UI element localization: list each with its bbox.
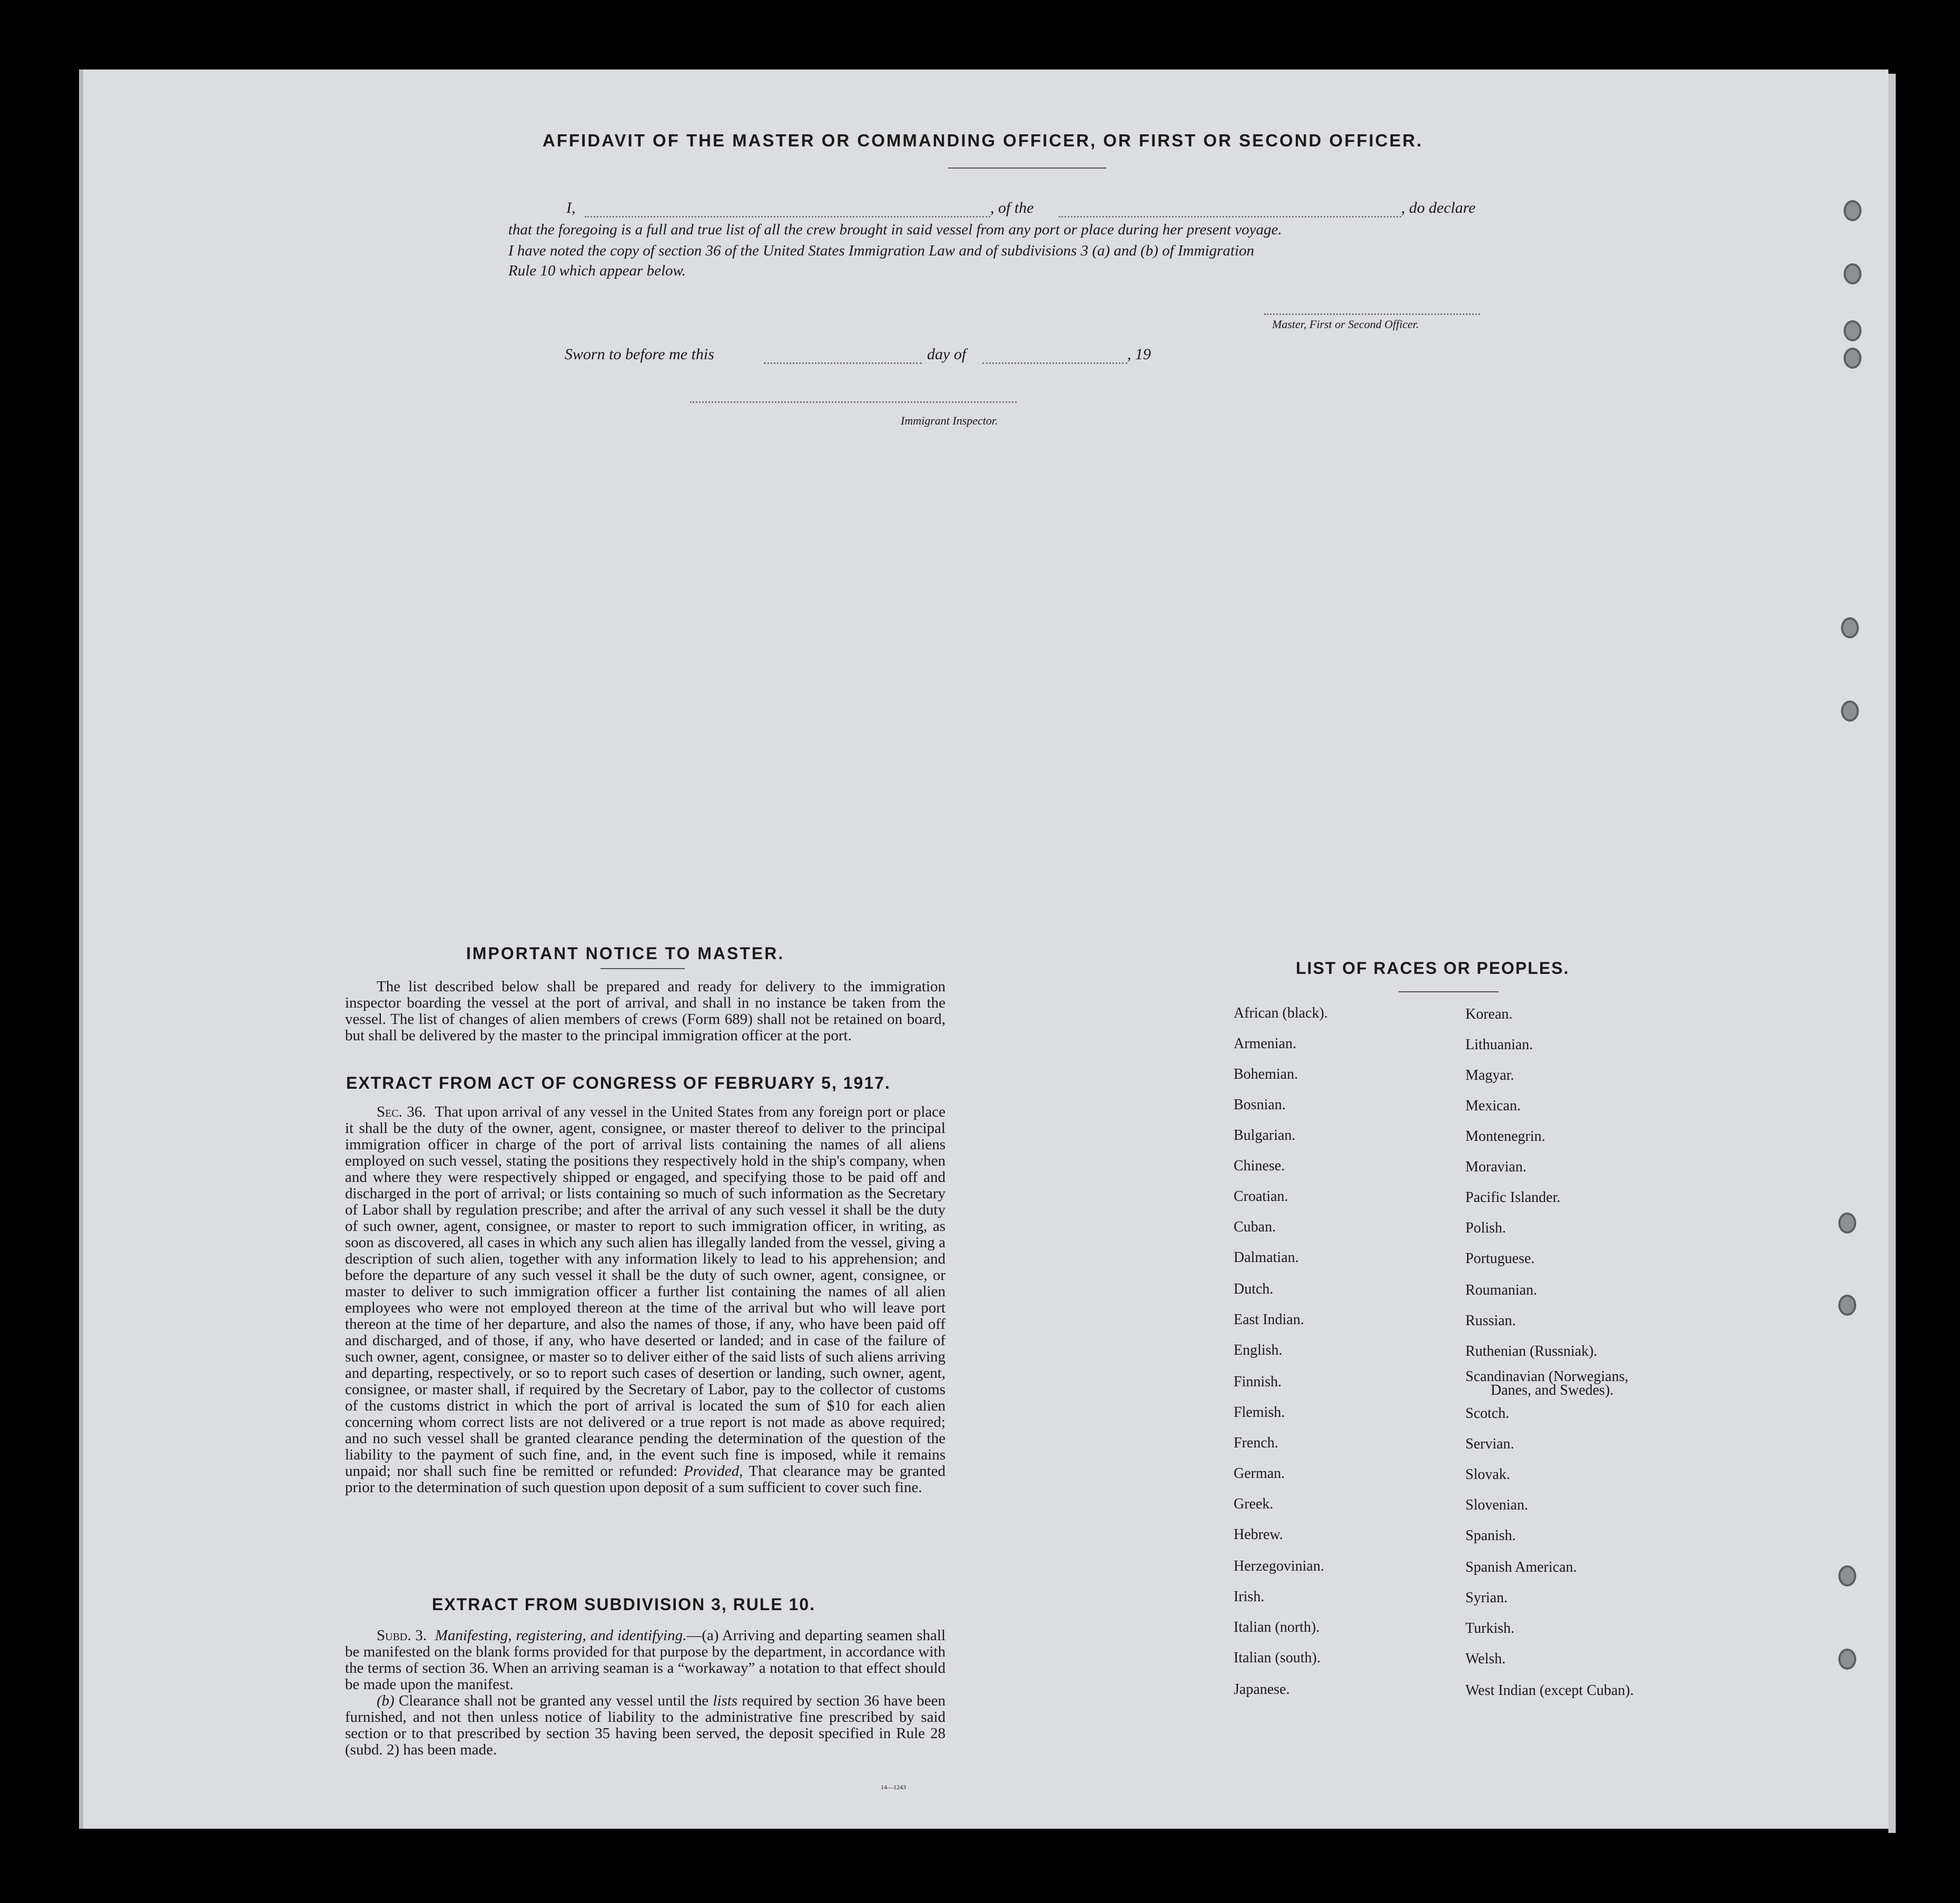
races-title: LIST OF RACES OR PEOPLES. <box>1296 959 1570 978</box>
race-item: Lithuanian. <box>1465 1037 1533 1053</box>
race-item: African (black). <box>1234 1005 1328 1021</box>
race-item: Korean. <box>1465 1006 1513 1022</box>
affidavit-line-2: that the foregoing is a full and true list of all the crew brought in said vessel from any port or place during her present voyage. <box>508 221 1282 238</box>
month-blank <box>982 362 1127 364</box>
rule-paragraph-b <box>345 1693 945 1758</box>
race-item: Bosnian. <box>1234 1097 1286 1113</box>
subdivision-title: Manifesting, registering, and identifying. <box>435 1627 687 1644</box>
affidavit-do-declare: , do declare <box>1401 199 1476 216</box>
race-item: Pacific Islander. <box>1465 1189 1561 1206</box>
race-item: Italian (south). <box>1234 1650 1321 1666</box>
race-item: Scotch. <box>1465 1405 1510 1422</box>
race-item: Ruthenian (Russniak). <box>1465 1343 1598 1359</box>
rule-b-lists: lists <box>713 1692 738 1709</box>
races-underline <box>1398 991 1499 992</box>
race-item: Portuguese. <box>1465 1250 1535 1267</box>
race-item: Welsh. <box>1465 1651 1506 1667</box>
subdivision-label: Subd. 3. <box>377 1627 427 1644</box>
provided-label: Provided, <box>683 1463 743 1480</box>
rule-b-text-2: required by section 36 have been furnished, and not then unless notice of liability to the administrative fine prescribed by said section or to that prescribed by section 35 having been served, the deposit specified in Rule 28 (subd. 2) has been made. <box>345 1692 945 1758</box>
race-item: Dalmatian. <box>1234 1249 1299 1266</box>
name-blank <box>585 216 990 218</box>
act-text <box>345 1104 945 1496</box>
race-item: French. <box>1234 1435 1278 1451</box>
race-item: Syrian. <box>1465 1590 1508 1606</box>
race-item: Finnish. <box>1234 1374 1282 1390</box>
act-body: That upon arrival of any vessel in the United States from any foreign port or place it shall be the duty of the owner, agent, consignee, or master thereof to deliver to the principal immigration officer in charge of the port of arrival lists containing the names of all aliens employed on such vessel, stating the positions they respectively hold in the ship's company, when and where they were respectively shipped or engaged, and specifying those to be paid off and discharged in the port of arrival; or lists containing so much of such information as the Secretary of Labor shall by regulation prescribe; and after the arrival of any such vessel it shall be the duty of such owner, agent, consignee, or master to report to such immigration officer, in writing, as soon as discovered, all cases in which any such alien has illegally landed from the vessel, giving a description of such alien, together with any information likely to lead to his apprehension; and before the departure of any such vessel it shall be the duty of such owner, agent, consignee, or master to deliver to such immigration officer a further list containing the names of all alien employees who were not employed thereon at the time of the arrival but who will leave port thereon at the time of her departure, and also the names of those, if any, who have been paid off and discharged, and of those, if any, who have deserted or landed; and in case of the failure of such owner, agent, consignee, or master so to deliver either of the said lists of such aliens arriving and departing, respectively, or so to report such cases of desertion or landing, such owner, agent, consignee, or master shall, if required by the Secretary of Labor, pay to the collector of customs of the customs district in which the port of arrival is located the sum of $10 for each alien concerning whom correct lists are not delivered or a true report is not made as above required; and no such vessel shall be granted clearance pending the determination of the question of the liability to the payment of such fine, and, in the event such fine is imposed, while it remains unpaid; nor shall such fine be remitted or refunded: <box>345 1103 946 1480</box>
race-item: Moravian. <box>1465 1159 1526 1175</box>
race-item: Scandinavian (Norwegians, <box>1465 1368 1629 1385</box>
affidavit-of-the: , of the <box>990 199 1034 216</box>
binder-hole <box>1841 701 1859 722</box>
rule-a-text: —(a) Arriving and departing seamen shall be manifested on the blank forms provided for that purpose by the department, in accordance with the terms of section 36. When an arriving seaman is a “workaway” a notation to that effect should be made upon the manifest. <box>345 1627 946 1693</box>
act-paragraph <box>345 1104 945 1496</box>
race-item: Chinese. <box>1234 1158 1285 1174</box>
affidavit-line-3: I have noted the copy of section 36 of the United States Immigration Law and of subdivisions 3 (a) and (b) of Immigration <box>508 242 1255 259</box>
rule-title: EXTRACT FROM SUBDIVISION 3, RULE 10. <box>432 1595 816 1614</box>
notice-underline <box>600 968 685 969</box>
affidavit-i: I, <box>566 199 576 216</box>
rule-b-label: (b) <box>377 1692 395 1709</box>
master-signature-caption: Master, First or Second Officer. <box>1272 318 1419 331</box>
inspector-signature-line <box>690 401 1017 403</box>
race-item: Magyar. <box>1465 1067 1514 1083</box>
rule-b-text-1: Clearance shall not be granted any vessel until the <box>398 1692 709 1709</box>
race-item: Bohemian. <box>1234 1066 1298 1082</box>
binder-hole <box>1838 1295 1856 1316</box>
race-item: West Indian (except Cuban). <box>1465 1682 1634 1699</box>
form-number: 14—1243 <box>881 1783 906 1791</box>
affidavit-title: AFFIDAVIT OF THE MASTER OR COMMANDING OFFICER, OR FIRST OR SECOND OFFICER. <box>543 131 1423 150</box>
race-item: Irish. <box>1234 1589 1265 1605</box>
race-item: Montenegrin. <box>1465 1128 1545 1145</box>
master-signature-line <box>1264 313 1480 315</box>
affidavit-line-4: Rule 10 which appear below. <box>508 262 686 279</box>
sheet-edge <box>1888 74 1896 1833</box>
day-of-text: day of <box>927 346 967 363</box>
title-underline <box>948 167 1106 169</box>
notice-paragraph: The list described below shall be prepared and ready for delivery to the immigration inspector boarding the vessel at the port of arrival, and shall in no instance be taken from the vessel. The list of changes of alien members of crews (Form 689) shall not be retained on board, but shall be delivered by the master to the principal immigration officer at the port. <box>345 978 945 1044</box>
section-label: Sec. 36. <box>377 1103 426 1120</box>
act-title: EXTRACT FROM ACT OF CONGRESS OF FEBRUARY 5, 1917. <box>346 1073 891 1092</box>
race-item: Greek. <box>1234 1496 1274 1512</box>
race-item: Russian. <box>1465 1313 1516 1329</box>
race-item: Armenian. <box>1234 1036 1296 1052</box>
race-item: Bulgarian. <box>1234 1127 1296 1143</box>
day-blank <box>764 362 922 364</box>
rule-text <box>345 1628 945 1758</box>
binder-hole <box>1844 263 1861 284</box>
sworn-text: Sworn to before me this <box>565 346 714 363</box>
race-item: Cuban. <box>1234 1219 1276 1235</box>
notice-title: IMPORTANT NOTICE TO MASTER. <box>466 944 785 963</box>
binder-hole <box>1844 200 1861 221</box>
race-item: Japanese. <box>1234 1681 1290 1698</box>
binder-hole <box>1838 1649 1856 1670</box>
act-body-end: That clearance may be granted prior to the determination of such question upon deposit of a sum sufficient to cover such fine. <box>345 1463 945 1496</box>
binder-hole <box>1838 1212 1856 1234</box>
race-item: Spanish American. <box>1465 1559 1577 1575</box>
rule-paragraph-a <box>345 1628 945 1693</box>
race-item: Servian. <box>1465 1436 1514 1452</box>
year-text: , 19 <box>1127 346 1151 363</box>
race-item: Polish. <box>1465 1220 1506 1236</box>
binder-hole <box>1841 617 1859 638</box>
race-item: Roumanian. <box>1465 1282 1538 1298</box>
race-item: Croatian. <box>1234 1188 1288 1205</box>
document-sheet <box>79 70 1888 1829</box>
race-item: Herzegovinian. <box>1234 1558 1324 1574</box>
race-item: Dutch. <box>1234 1281 1274 1297</box>
race-item: Slovak. <box>1465 1466 1510 1483</box>
notice-text <box>345 979 945 1044</box>
race-item: Turkish. <box>1465 1620 1515 1636</box>
binder-hole <box>1844 348 1861 369</box>
binder-hole <box>1844 320 1861 341</box>
race-item: Italian (north). <box>1234 1619 1320 1635</box>
race-item: Spanish. <box>1465 1527 1516 1544</box>
binder-hole <box>1838 1565 1856 1586</box>
race-item: East Indian. <box>1234 1312 1304 1328</box>
race-item: Mexican. <box>1465 1098 1521 1114</box>
inspector-caption: Immigrant Inspector. <box>901 414 998 427</box>
race-item: Slovenian. <box>1465 1497 1528 1513</box>
vessel-blank <box>1059 216 1401 218</box>
race-item: Flemish. <box>1234 1404 1285 1421</box>
race-item: Danes, and Swedes). <box>1491 1382 1614 1398</box>
race-item: English. <box>1234 1342 1283 1358</box>
race-item: Hebrew. <box>1234 1526 1283 1543</box>
race-item: German. <box>1234 1465 1285 1482</box>
